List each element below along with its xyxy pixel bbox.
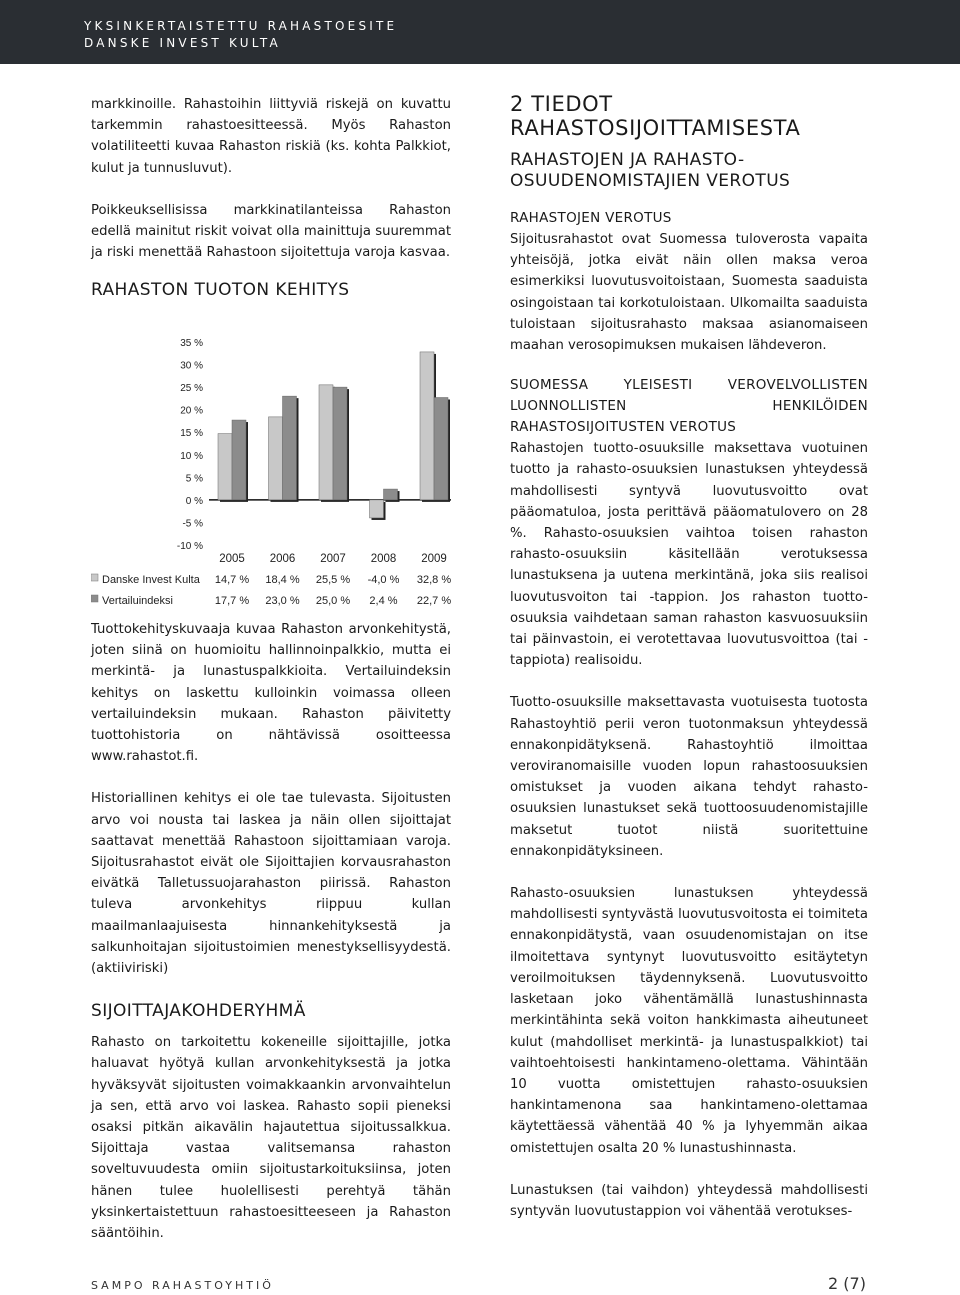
y-tick-label: 20 % (180, 405, 203, 417)
y-tick-label: 5 % (185, 473, 203, 485)
page-number: 2 (7) (828, 1274, 866, 1293)
data-label: 17,7 % (214, 595, 250, 607)
header-bar (0, 0, 960, 64)
y-tick-label: 15 % (180, 428, 203, 440)
bar-fund-2009 (420, 352, 434, 500)
data-label: -4,0 % (367, 574, 400, 586)
y-tick-label: -5 % (182, 518, 203, 530)
target-group-paragraph: Rahasto on tarkoitettu kokeneille sijoittajille, jotka haluavat hyötyä kullan arvonkehityksestä ja jotka hyväksyvät sijoitusten voimakkaankin arvonvaihtelun ja sen, että arvo voi laskea. Rahasto sopii pieneksi osaksi pitkän aikavälin hajautettua sijoitussalkkua. Sijoittaja vastaa valitsemansa rahaston soveltuvuudesta omiin sijoitustarkoituksiinsa, joten hänen tulee huolellisesti perehtyä tähän yksinkertaistettuun rahastoesitteeseen ja Rahaston sääntöihin. (91, 1035, 451, 1242)
bar-index-2009 (434, 397, 448, 499)
capital-loss-paragraph: Lunastuksen (tai vaihdon) yhteydessä mahdollisesti syntyvän luovutustappion voi vähentää verotukses- (510, 1182, 868, 1219)
bar-fund-2006 (269, 417, 283, 500)
history-disclaimer: Historiallinen kehitys ei ole tae tulevasta. Sijoitusten arvo voi nousta tai laskea ja näin ollen sijoittajat saattavat menettää Rahastoon sijoittamiaan varoja. Sijoitusrahastot eivät ole Sijoittajien korvausrahaston eivätkä Talletussuojarahaston piirissä. Rahaston tuleva arvonkehitys riippuu kullan maailmanlaajuisesta hinnankehityksestä ja salkunhoitajan sijoitustoimien menestyksellisyydestä. (aktiiviriski) (91, 791, 451, 977)
data-label: 14,7 % (214, 574, 250, 586)
legend-swatch (91, 595, 98, 602)
data-label: 22,7 % (416, 595, 451, 607)
data-label: 18,4 % (265, 574, 300, 586)
footer-company: SAMPO RAHASTOYHTIÖ (91, 1279, 274, 1292)
data-label: 25,5 % (315, 574, 351, 586)
bar-index-2005 (232, 420, 246, 500)
tax-heading: RAHASTOJEN JA RAHASTO-OSUUDENOMISTAJIEN VEROTUS (510, 150, 791, 191)
left-column-lower (91, 619, 451, 1244)
x-category-label: 2007 (320, 553, 346, 565)
returns-chart-svg (91, 330, 451, 615)
fund-tax-paragraph: Sijoitusrahastot ovat Suomessa tuloverosta vapaita yhteisöjä, jotka eivät näin ollen maksa veroa esimerkiksi luovutusvoitoistaan, Suomesta saaduista osingoistaan tai korkotuloistaan. Ulkomailta saaduista tuloistaan sijoitusrahasto maksaa asianomaiseen maahan verosopimuksen mukaisen lähdeveron. (510, 232, 868, 354)
exceptional-markets-paragraph: Poikkeuksellisissa markkinatilanteissa Rahaston edellä mainitut riskit voivat olla mainittuja suuremmat ja riski menettää Rahastoon sijoitettuja varoja kasvaa. (91, 202, 451, 261)
legend-label: Vertailuindeksi (102, 595, 173, 607)
x-category-label: 2006 (269, 553, 296, 565)
data-label: 32,8 % (416, 574, 451, 586)
document-type: YKSINKERTAISTETTU RAHASTOESITE (84, 19, 398, 33)
bar-fund-2005 (218, 434, 232, 500)
bar-index-2008 (384, 489, 398, 500)
right-column (510, 92, 868, 1222)
bar-index-2007 (333, 387, 347, 500)
data-label: 2,4 % (369, 595, 398, 607)
bar-fund-2008 (370, 500, 384, 518)
y-tick-label: 0 % (185, 495, 203, 507)
returns-heading: RAHASTON TUOTON KEHITYS (91, 280, 350, 301)
y-tick-label: 25 % (180, 383, 203, 395)
y-tick-label: -10 % (176, 541, 203, 552)
target-group-heading: SIJOITTAJAKOHDERYHMÄ (91, 1001, 306, 1022)
left-column (91, 94, 451, 301)
chart-description: Tuottokehityskuvaaja kuvaa Rahaston arvonkehitystä, joten siinä on huomioitu hallinnoinpalkkio, mutta ei merkintä- ja lunastuspalkkioita. Vertailuindeksin kehitys on laskettu kulloinkin voimassa olleen vertailuindeksin mukaan. Rahaston päivitetty tuottohistoria on nähtävissä osoitteessa www.rahastot.fi. (91, 622, 451, 765)
data-label: 23,0 % (265, 595, 300, 607)
x-category-label: 2005 (219, 553, 245, 565)
bar-index-2006 (283, 396, 297, 500)
legend-swatch (91, 574, 98, 581)
personal-tax-paragraph: Rahastojen tuotto-osuuksille maksettava vuotuinen tuotto ja rahasto-osuuksien lunastuksen yhteydessä mahdollisesti syntyvä luovutusvoitto ovat pääomatuloa, josta perittävä pääomatulovero on 28 %. Rahasto-osuuksien vaihtoa toisen rahaston rahasto-osuuksiin käsitellään verotuksessa lunastuksena ja uutena merkintänä, joka siis realisoi luovutusvoiton tai -tappion. Jos rahaston tuotto-osuuksia vaihdetaan saman rahaston kasvuosuuksiin tai päinvastoin, ei verotettavaa luovutusvoittoa (tai -tappiota) realisoidu. (510, 441, 868, 669)
data-label: 25,0 % (315, 595, 351, 607)
personal-tax-subheading: SUOMESSA YLEISESTI VEROVELVOLLISTEN LUONNOLLISTEN HENKILÖIDEN RAHASTOSIJOITUSTEN VEROTUS (510, 377, 868, 436)
y-tick-label: 10 % (180, 450, 203, 462)
x-category-label: 2009 (421, 553, 447, 565)
y-tick-label: 30 % (180, 360, 203, 372)
legend-label: Danske Invest Kulta (102, 574, 200, 586)
x-category-label: 2008 (370, 553, 397, 565)
risk-paragraph: markkinoille. Rahastoihin liittyviä riskejä on kuvattu tarkemmin rahastoesitteessä. Myös Rahaston volatiliteetti kuvaa Rahaston riskiä (ks. kohta Palkkiot, kulut ja tunnusluvut). (91, 97, 451, 176)
y-tick-label: 35 % (180, 338, 203, 349)
returns-chart (91, 330, 451, 615)
capital-gain-paragraph: Rahasto-osuuksien lunastuksen yhteydessä mahdollisesti syntyvästä luovutusvoitosta ei toimiteta ennakonpidätystä, vaan osuudenomistajan on itse ilmoitettava syntynyt luovutusvoitto esitäytetyn veroilmoituksen täydennyksenä. Luovutusvoitto lasketaan joko vähentämällä lunastushinnasta merkintähinta sekä voiton hankkimasta aiheutuneet kulut (mahdolliset merkintä- ja lunastuspalkkiot) tai vaihtoehtoisesti hankintameno-olettama. Vähintään 10 vuotta omistettujen rahasto-osuuksien hankintamenona saa hankintameno-olettamaa käytettäessä vähentää 40 % ja lyhyemmän aikaa omistettujen osalta 20 % lunastushinnasta. (510, 886, 868, 1156)
fund-tax-subheading: RAHASTOJEN VEROTUS (510, 210, 672, 226)
bar-fund-2007 (319, 385, 333, 500)
fund-name: DANSKE INVEST KULTA (84, 36, 281, 50)
withholding-paragraph: Tuotto-osuuksille maksettavasta vuotuisesta tuotosta Rahastoyhtiö perii veron tuotonmaksun yhteydessä ennakonpidätyksenä. Rahastoyhtiö ilmoittaa veroviranomaisille vuoden lopun rahastoosuuksien omistukset ja vuoden aikana tehdyt rahasto-osuuksien lunastukset sekä tuottoosuudenomistajille maksetut tuotot niistä suoritettuine ennakonpidätyksineen. (510, 695, 868, 859)
section-heading: 2 TIEDOT RAHASTOSIJOITTAMISESTA (510, 92, 801, 140)
